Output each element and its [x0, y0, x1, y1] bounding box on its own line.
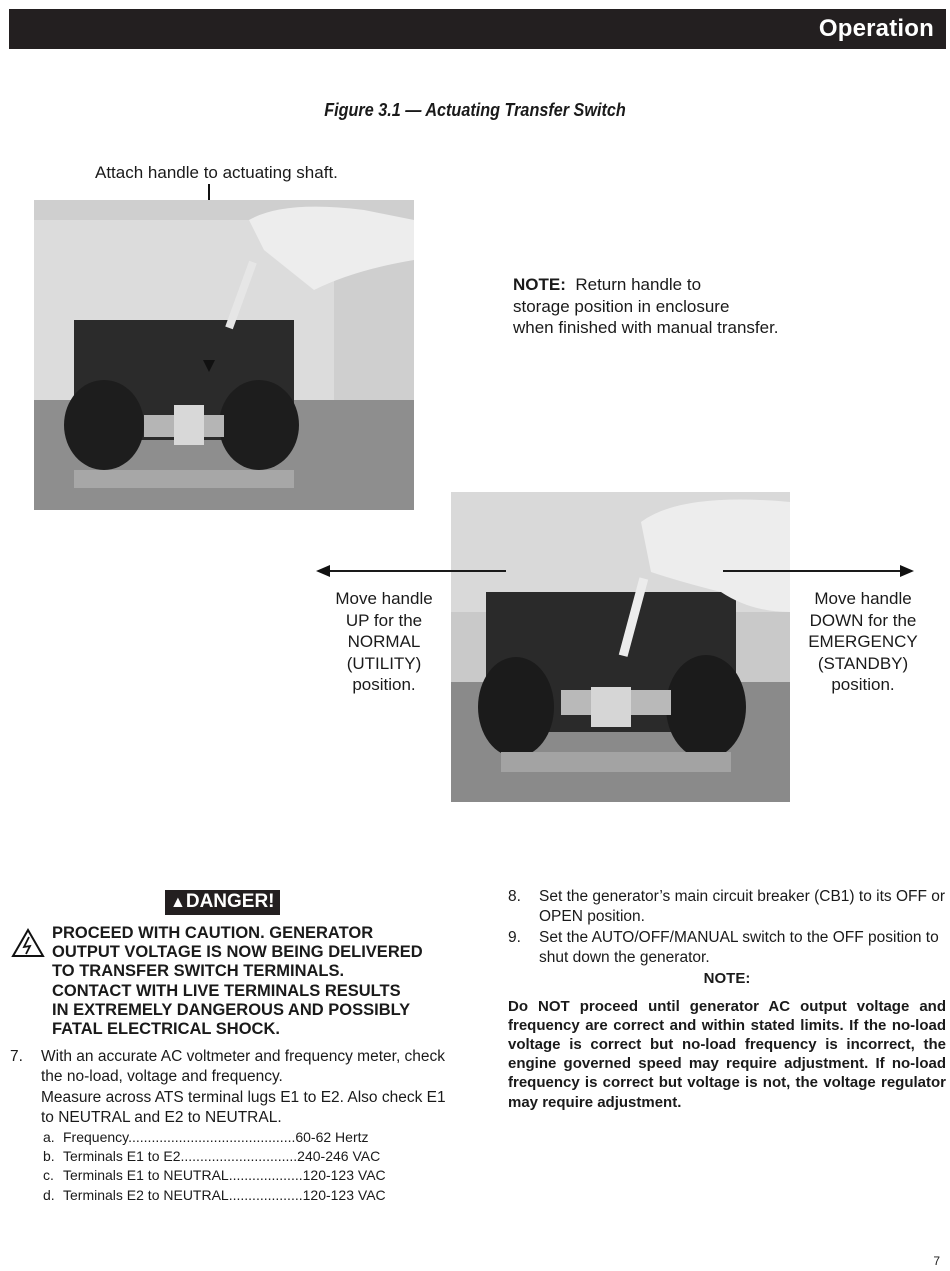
move-up-line-3: NORMAL — [347, 632, 421, 651]
danger-warning-text — [52, 924, 462, 1039]
return-handle-note — [513, 274, 833, 339]
note-title: NOTE: — [703, 970, 751, 987]
move-up-line-1: Move handle — [335, 589, 433, 608]
measurement-list — [43, 1128, 450, 1205]
move-down-line-2: DOWN for the — [809, 610, 917, 630]
list-item: d. Terminals E2 to NEUTRAL...................120-123 VAC — [43, 1186, 386, 1203]
list-item: c. Terminals E1 to NEUTRAL...................120-123 VAC — [43, 1167, 386, 1184]
move-down-line-5: position. — [831, 675, 895, 694]
right-arrowhead — [900, 565, 914, 577]
right-column — [508, 887, 946, 1112]
move-down-line-4: (STANDBY) — [817, 653, 909, 673]
danger-line-1: PROCEED WITH CAUTION. GENERATOR — [52, 924, 374, 942]
note-line-2: storage position in enclosure — [513, 296, 730, 316]
figure-title: Figure 3.1 — Actuating Transfer Switch — [324, 100, 626, 120]
warning-triangle-icon: ▲ — [170, 894, 186, 911]
move-up-line-4: (UTILITY) — [346, 653, 422, 673]
danger-badge — [165, 890, 280, 915]
step-9 — [508, 928, 946, 967]
step-7-number: 7. — [10, 1048, 23, 1065]
note-body: Do NOT proceed until generator AC output voltage and frequency are correct and within stated limits. If the no-load voltage is correct but no-load frequency is incorrect, the engine governed speed may require adjustment. If no-load frequency is correct but voltage is not, the voltage regulator may require adjustment. — [508, 997, 946, 1111]
right-arrow-line — [723, 570, 901, 572]
section-title: Operation — [818, 15, 934, 42]
step-7-text: With an accurate AC voltmeter and frequency meter, check the no-load, voltage and frequency. — [41, 1048, 446, 1085]
photo-attach-handle — [34, 200, 414, 510]
move-up-callout — [314, 588, 454, 696]
danger-line-4: CONTACT WITH LIVE TERMINALS RESULTS — [52, 981, 401, 1000]
list-item: a. Frequency...........................................60-62 Hertz — [43, 1129, 369, 1145]
note-label: NOTE: — [513, 275, 566, 294]
danger-line-3: TO TRANSFER SWITCH TERMINALS. — [52, 962, 345, 981]
photo-move-handle — [451, 492, 790, 802]
section-header-bar — [9, 9, 946, 49]
step-9-number: 9. — [508, 929, 521, 946]
list-item: b. Terminals E1 to E2..............................240-246 VAC — [43, 1148, 381, 1165]
left-arrowhead — [316, 565, 330, 577]
step-8-text: Set the generator’s main circuit breaker (CB1) to its OFF or OPEN position. — [539, 888, 946, 925]
attach-handle-callout: Attach handle to actuating shaft. — [95, 163, 338, 182]
danger-line-6: FATAL ELECTRICAL SHOCK. — [52, 1020, 280, 1039]
move-up-line-2: UP for the — [345, 610, 423, 630]
step-7-block — [10, 1047, 450, 1205]
page-number: 7 — [933, 1254, 940, 1268]
step-8-number: 8. — [508, 888, 521, 905]
move-down-line-1: Move handle — [814, 589, 912, 608]
danger-line-2: OUTPUT VOLTAGE IS NOW BEING DELIVERED — [52, 943, 423, 962]
danger-badge-label: DANGER! — [185, 891, 275, 912]
danger-line-5: IN EXTREMELY DANGEROUS AND POSSIBLY — [52, 1000, 411, 1019]
step-8 — [508, 887, 946, 926]
move-up-line-5: position. — [352, 675, 416, 694]
electrical-hazard-icon — [11, 928, 45, 958]
note-line-1: Return handle to — [575, 275, 702, 294]
step-7-measure-text: Measure across ATS terminal lugs E1 to E2. Also check E1 to NEUTRAL and E2 to NEUTRAL. — [41, 1089, 446, 1126]
left-arrow-line — [328, 570, 506, 572]
attach-pointer-arrowhead — [203, 360, 215, 372]
move-down-line-3: EMERGENCY — [808, 632, 918, 651]
step-9-text: Set the AUTO/OFF/MANUAL switch to the OFF position to shut down the generator. — [539, 929, 939, 966]
move-down-callout — [793, 588, 933, 696]
note-line-3: when finished with manual transfer. — [513, 318, 779, 337]
